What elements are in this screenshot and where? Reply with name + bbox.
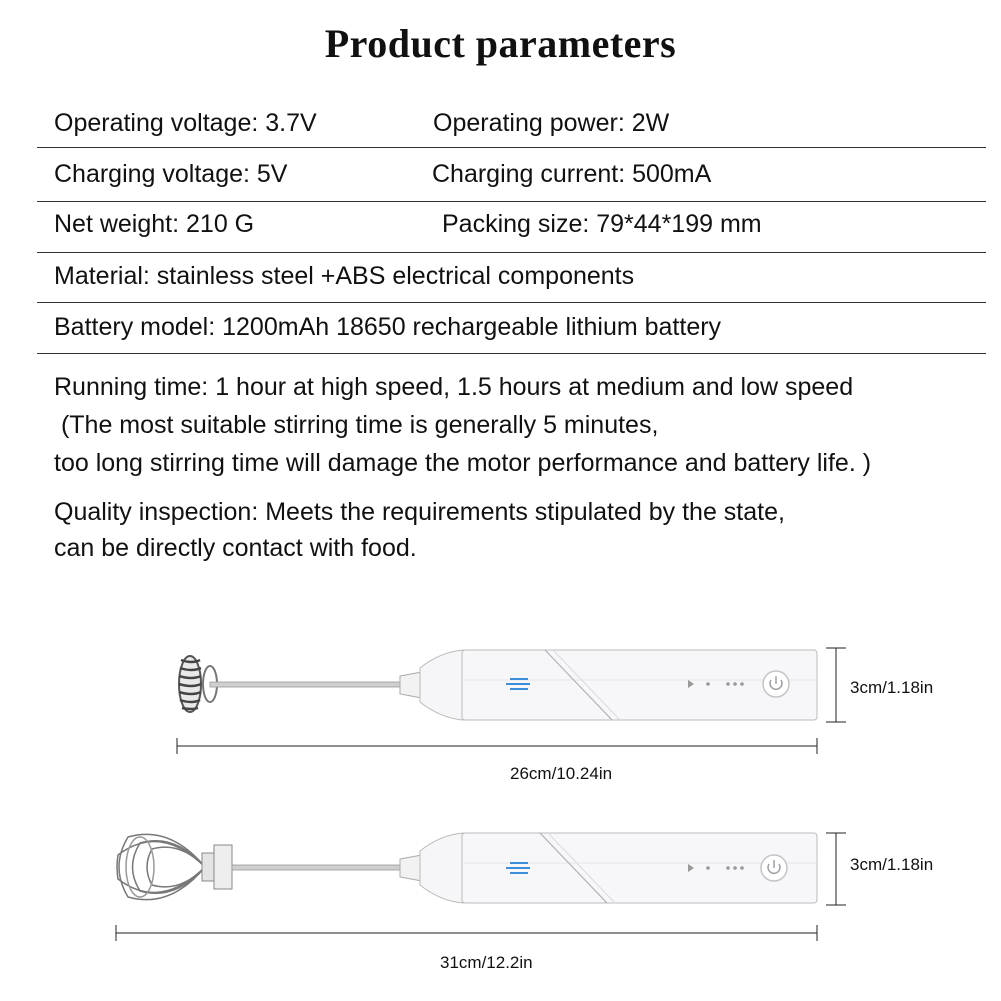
spec-charging-voltage: Charging voltage: 5V <box>54 160 288 188</box>
running-time-text: Running time: 1 hour at high speed, 1.5 hours at medium and low speed (The most suitable stirring time is generally 5 minutes, too long stirring time will damage the motor performance and battery life. ) <box>54 373 872 477</box>
power-button-icon <box>761 855 787 881</box>
whisk-length-label: 31cm/12.2in <box>440 953 533 972</box>
whisk-diameter-label: 3cm/1.18in <box>850 855 934 874</box>
spec-operating-power: Operating power: 2W <box>433 109 670 137</box>
page-title: Product parameters <box>324 21 677 66</box>
table-divider <box>37 147 986 148</box>
table-divider <box>37 201 986 202</box>
table-divider <box>37 353 986 354</box>
milk-frother-illustration <box>0 630 1001 800</box>
spec-packing-size: Packing size: 79*44*199 mm <box>442 210 762 238</box>
spec-operating-voltage: Operating voltage: 3.7V <box>54 109 317 137</box>
spec-net-weight: Net weight: 210 G <box>54 210 255 238</box>
table-divider <box>37 252 986 253</box>
diameter-dimension-line <box>826 648 846 722</box>
whisk-illustration <box>0 815 1001 965</box>
length-dimension-line <box>116 925 817 941</box>
spec-charging-current: Charging current: 500mA <box>432 160 712 188</box>
spec-material: Material: stainless steel +ABS electrical components <box>54 262 635 290</box>
frother-length-label: 26cm/10.24in <box>510 764 613 783</box>
diameter-dimension-line <box>826 833 846 905</box>
table-divider <box>37 302 986 303</box>
quality-inspection-text: Quality inspection: Meets the requirements stipulated by the state, can be directly contact with food. <box>54 498 785 562</box>
balloon-whisk-head-icon <box>117 834 205 899</box>
power-button-icon <box>763 671 789 697</box>
frother-diameter-label: 3cm/1.18in <box>850 678 934 697</box>
spec-battery-model: Battery model: 1200mAh 18650 rechargeable lithium battery <box>54 313 722 341</box>
length-dimension-line <box>177 738 817 754</box>
